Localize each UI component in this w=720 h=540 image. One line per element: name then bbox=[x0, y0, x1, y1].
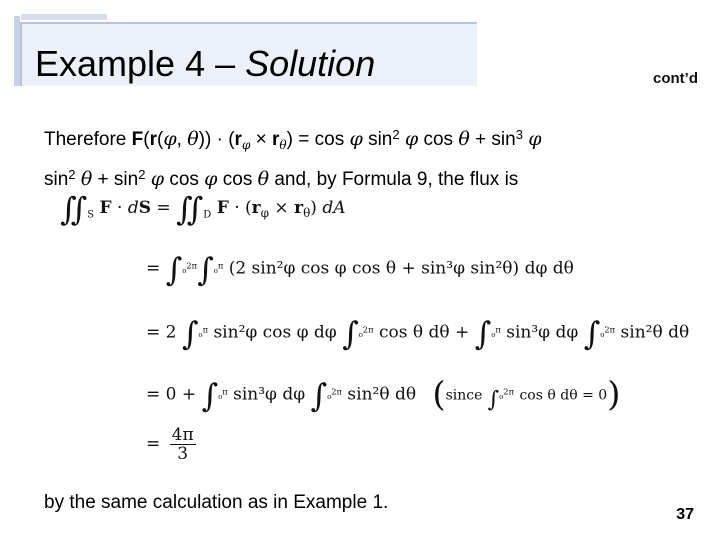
page-number: 37 bbox=[676, 506, 694, 523]
continued-label: cont’d bbox=[653, 70, 698, 87]
title-main: Example 4 bbox=[35, 43, 206, 84]
footer-text: by the same calculation as in Example 1. bbox=[44, 492, 389, 513]
equation-line-2: = ∫₀$^{2\pi}$∫₀$^\pi$ (2 sin²φ cos φ cos θ + sin³φ sin²θ) dφ dθ bbox=[146, 250, 574, 289]
equation-line-1: $∬_S$ F · dS = $∬_D$ $F \cdot (r_\varphi \times r_\theta)$ dA bbox=[60, 190, 346, 228]
equation-line-5: = $\frac{4\pi}{3}$ bbox=[146, 425, 194, 464]
title-italic: Solution bbox=[245, 43, 376, 84]
flux-derivation bbox=[60, 188, 700, 478]
title-decoration-top bbox=[21, 14, 107, 20]
result-fraction: $\frac{4\pi}{3}$ bbox=[171, 425, 194, 464]
equation-line-3: = 2 ∫₀$^\pi$ sin²φ cos φ dφ ∫₀$^{2\pi}$ cos θ dθ + ∫₀$^\pi$ sin³φ dφ ∫₀$^{2\pi}$ sin²θ dθ bbox=[146, 314, 690, 353]
equation-line-4: = 0 + ∫₀$^\pi$ sin³φ dφ ∫₀$^{2\pi}$ sin²θ dθ (since ∫₀$^{2\pi}$ cos θ dθ = 0) bbox=[146, 374, 621, 415]
slide-title bbox=[35, 42, 375, 86]
body-paragraph: Therefore F(r(φ, $\theta)) \cdot (r_\varphi \times r_\theta) = \cos \varphi$ $\sin^2 \varphi$ $\cos \theta + \sin^3 \varphi$ $\sin^2 \theta + \sin^2 \varphi$ cos φ cos θ and, by Formula 9, the flux is bbox=[44, 127, 542, 190]
title-dash: – bbox=[205, 43, 246, 84]
